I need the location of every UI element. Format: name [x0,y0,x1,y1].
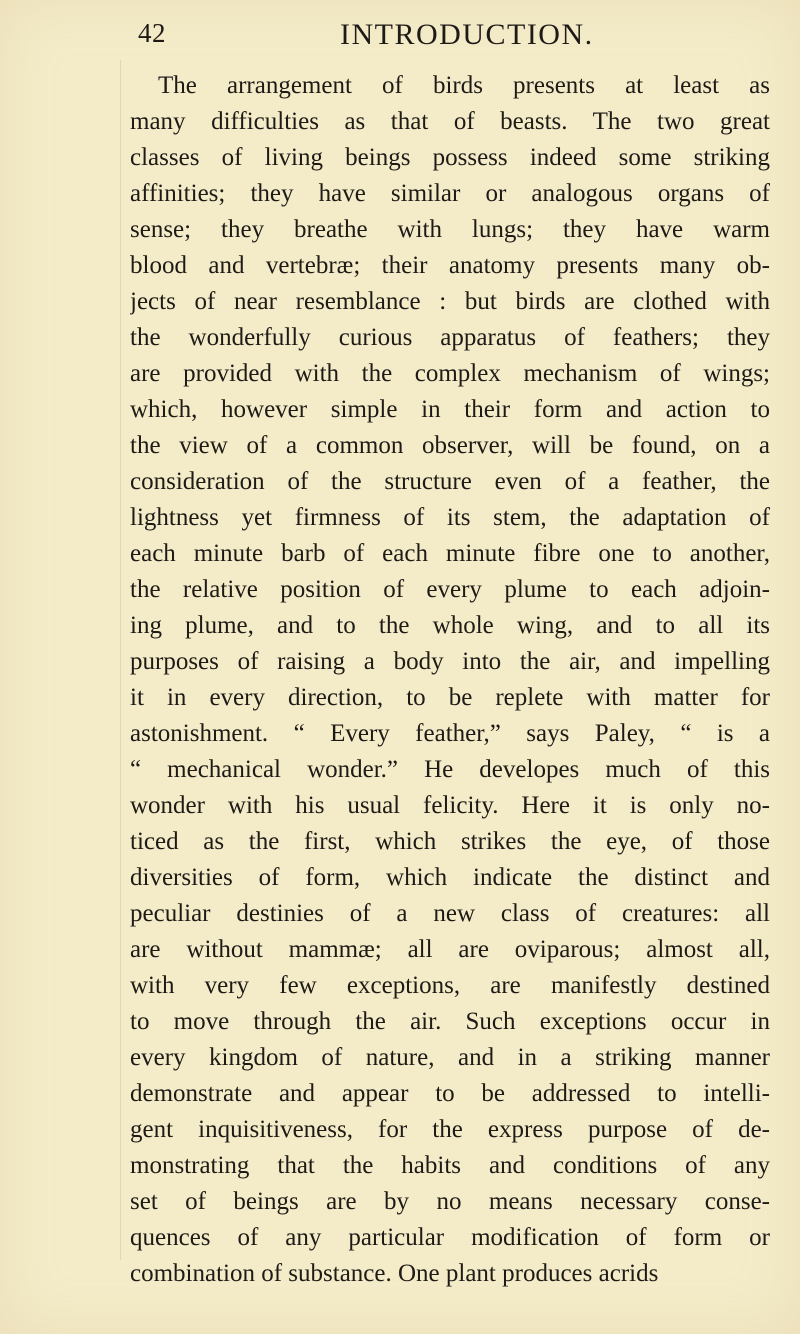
text-line: it in every direction, to be replete with matter for [130,684,770,711]
text-line: purposes of raising a body into the air, and impelling [130,648,770,675]
running-head-title: INTRODUCTION. [340,18,594,51]
text-line: blood and vertebræ; their anatomy presents many ob- [130,252,770,279]
text-line: the wonderfully curious apparatus of feathers; they [130,324,770,351]
text-line: many difficulties as that of beasts. The two great [130,108,770,135]
text-line: peculiar destinies of a new class of creatures: all [130,900,770,927]
text-line: “ mechanical wonder.” He developes much of this [130,756,770,783]
text-line: gent inquisitiveness, for the express purpose of de- [130,1116,770,1143]
text-line: which, however simple in their form and action to [130,396,770,423]
text-line: combination of substance. One plant produces acrids [130,1260,659,1287]
text-line: monstrating that the habits and conditions of any [130,1152,770,1179]
text-line: demonstrate and appear to be addressed to intelli- [130,1080,770,1107]
text-line: diversities of form, which indicate the distinct and [130,864,770,891]
text-line: are without mammæ; all are oviparous; almost all, [130,936,770,963]
text-line: sense; they breathe with lungs; they have warm [130,216,770,243]
text-line: set of beings are by no means necessary conse- [130,1188,770,1215]
text-line: are provided with the complex mechanism of wings; [130,360,770,387]
text-line: astonishment. “ Every feather,” says Paley, “ is a [130,720,770,747]
text-line: ing plume, and to the whole wing, and to all its [130,612,770,639]
text-line: the relative position of every plume to each adjoin- [130,576,770,603]
text-line: The arrangement of birds presents at least as [158,72,770,99]
gutter-line [120,60,121,1260]
text-line: classes of living beings possess indeed some striking [130,144,770,171]
text-line: lightness yet firmness of its stem, the adaptation of [130,504,770,531]
text-line: jects of near resemblance : but birds are clothed with [130,288,770,315]
text-line: ticed as the first, which strikes the eye, of those [130,828,770,855]
text-line: consideration of the structure even of a feather, the [130,468,770,495]
running-head [0,18,800,54]
text-line: wonder with his usual felicity. Here it is only no- [130,792,770,819]
body-paragraph [130,68,770,1292]
text-line: every kingdom of nature, and in a striking manner [130,1044,770,1071]
text-line: affinities; they have similar or analogous organs of [130,180,770,207]
text-line: each minute barb of each minute fibre one to another, [130,540,770,567]
text-line: quences of any particular modification of form or [130,1224,770,1251]
text-line: to move through the air. Such exceptions occur in [130,1008,770,1035]
page-number: 42 [138,18,166,48]
text-line: with very few exceptions, are manifestly destined [130,972,770,999]
text-line: the view of a common observer, will be found, on a [130,432,770,459]
